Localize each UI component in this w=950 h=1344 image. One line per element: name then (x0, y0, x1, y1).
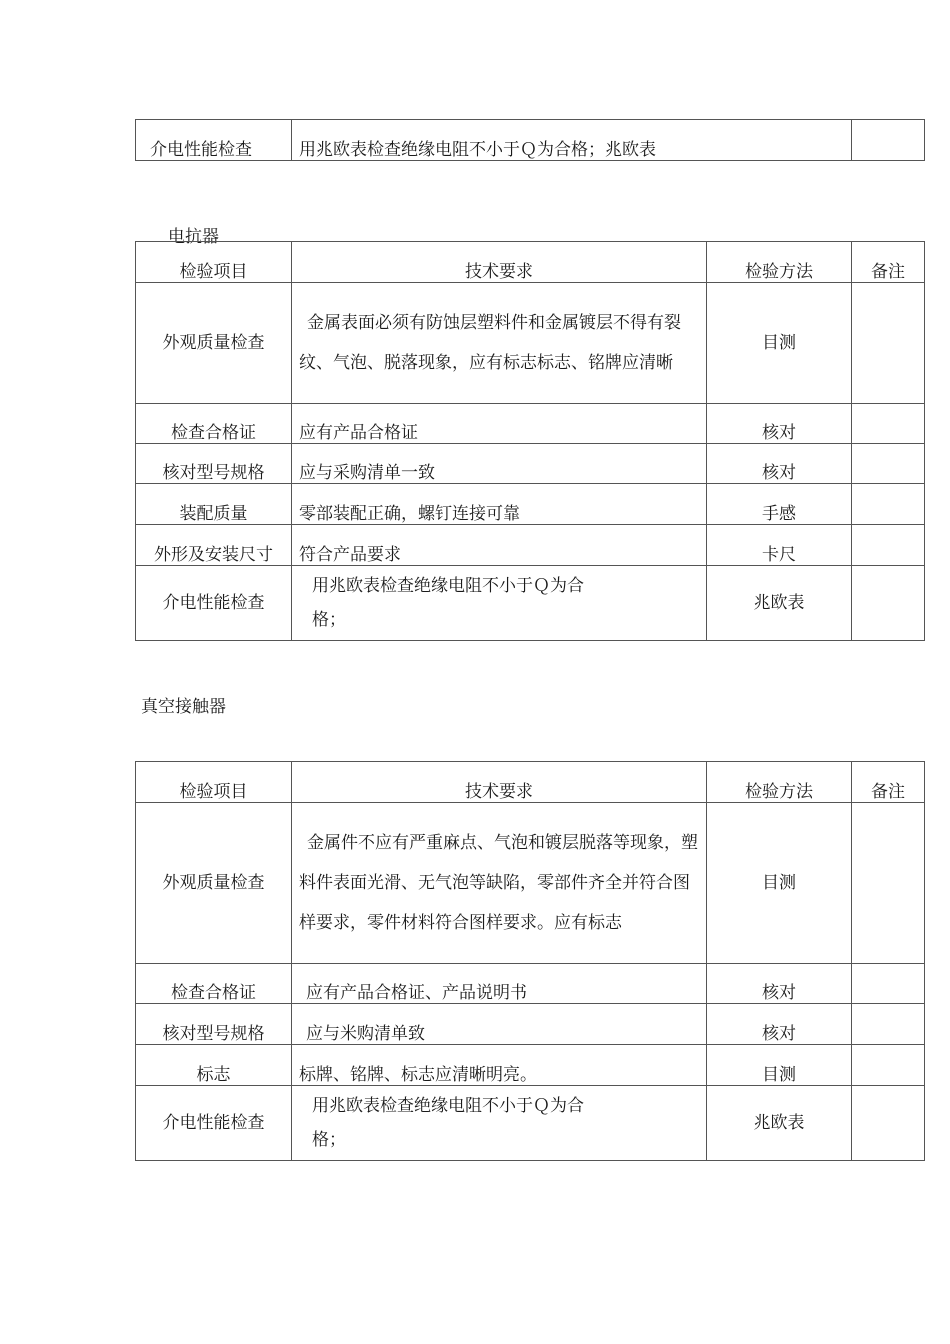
remark-cell (852, 404, 925, 444)
method-cell: 核对 (707, 1004, 852, 1045)
remark-cell (852, 803, 925, 964)
method-cell: 目测 (707, 283, 852, 404)
requirement-cell: 应与米购清单致 (292, 1004, 707, 1045)
item-cell: 外形及安装尺寸 (136, 525, 292, 566)
table-row (136, 283, 925, 404)
table-row (136, 404, 925, 444)
item-cell: 介电性能检查 (136, 566, 292, 641)
method-cell: 核对 (707, 444, 852, 484)
item-cell: 外观质量检查 (136, 283, 292, 404)
table-row (136, 1086, 925, 1161)
requirement-cell: 用兆欧表检查绝缘电阻不小于Ｑ为合格； (292, 1086, 707, 1161)
method-cell: 兆欧表 (707, 1086, 852, 1161)
remark-cell (852, 283, 925, 404)
header-requirement: 技术要求 (292, 242, 707, 283)
item-cell: 标志 (136, 1045, 292, 1086)
header-row (136, 762, 925, 803)
section-title-reactor: 电抗器 (168, 227, 219, 247)
table-row (136, 525, 925, 566)
table-row (136, 803, 925, 964)
header-method: 检验方法 (707, 242, 852, 283)
method-cell: 核对 (707, 404, 852, 444)
method-cell: 目测 (707, 1045, 852, 1086)
requirement-cell: 应与采购清单一致 (292, 444, 707, 484)
table-row (136, 120, 925, 161)
header-requirement: 技术要求 (292, 762, 707, 803)
requirement-cell: 金属件不应有严重麻点、气泡和镀层脱落等现象，塑料件表面光滑、无气泡等缺陷，零部件齐全并符合图样要求，零件材料符合图样要求。应有标志 (292, 803, 707, 964)
header-remark: 备注 (852, 242, 925, 283)
item-cell: 外观质量检查 (136, 803, 292, 964)
item-cell: 介电性能检查 (136, 120, 292, 161)
method-cell: 手感 (707, 484, 852, 525)
reactor-table (135, 241, 925, 641)
item-cell: 检查合格证 (136, 964, 292, 1004)
item-cell: 介电性能检查 (136, 1086, 292, 1161)
table-row (136, 1045, 925, 1086)
item-cell: 核对型号规格 (136, 1004, 292, 1045)
header-row (136, 242, 925, 283)
table-row (136, 484, 925, 525)
remark-cell (852, 1086, 925, 1161)
requirement-cell: 金属表面必须有防蚀层塑料件和金属镀层不得有裂纹、气泡、脱落现象，应有标志标志、铭牌应清晰 (292, 283, 707, 404)
method-cell: 核对 (707, 964, 852, 1004)
remark-cell (852, 964, 925, 1004)
requirement-cell: 用兆欧表检查绝缘电阻不小于Ｑ为合格；兆欧表 (292, 120, 852, 161)
item-cell: 检查合格证 (136, 404, 292, 444)
header-item: 检验项目 (136, 242, 292, 283)
requirement-cell: 应有产品合格证、产品说明书 (292, 964, 707, 1004)
remark-cell (852, 1004, 925, 1045)
remark-cell (852, 566, 925, 641)
item-cell: 核对型号规格 (136, 444, 292, 484)
section-title-vacuum-contactor: 真空接触器 (141, 697, 226, 717)
remark-cell (852, 120, 925, 161)
remark-cell (852, 484, 925, 525)
header-remark: 备注 (852, 762, 925, 803)
remark-cell (852, 444, 925, 484)
table-row (136, 1004, 925, 1045)
table-row (136, 444, 925, 484)
table-row (136, 566, 925, 641)
table-row (136, 964, 925, 1004)
requirement-cell: 用兆欧表检查绝缘电阻不小于Ｑ为合格； (292, 566, 707, 641)
top-table (135, 119, 925, 161)
header-item: 检验项目 (136, 762, 292, 803)
method-cell: 卡尺 (707, 525, 852, 566)
vacuum-contactor-table (135, 761, 925, 1161)
header-method: 检验方法 (707, 762, 852, 803)
remark-cell (852, 1045, 925, 1086)
requirement-cell: 零部装配正确，螺钉连接可靠 (292, 484, 707, 525)
method-cell: 兆欧表 (707, 566, 852, 641)
requirement-cell: 符合产品要求 (292, 525, 707, 566)
item-cell: 装配质量 (136, 484, 292, 525)
requirement-cell: 标牌、铭牌、标志应清晰明亮。 (292, 1045, 707, 1086)
requirement-cell: 应有产品合格证 (292, 404, 707, 444)
method-cell: 目测 (707, 803, 852, 964)
remark-cell (852, 525, 925, 566)
